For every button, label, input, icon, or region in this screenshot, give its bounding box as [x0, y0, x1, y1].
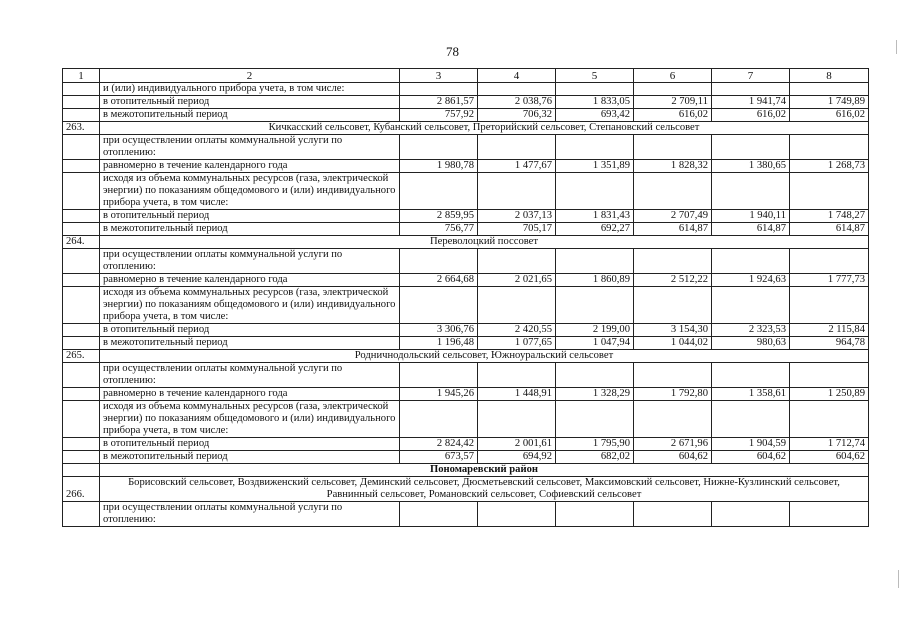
- empty-cell: [712, 135, 790, 160]
- value-cell: 1 358,61: [712, 388, 790, 401]
- value-cell: 980,63: [712, 337, 790, 350]
- empty-cell: [556, 363, 634, 388]
- column-header: 1: [63, 69, 100, 83]
- empty-cell: [790, 83, 869, 96]
- row-label: равномерно в течение календарного года: [100, 388, 400, 401]
- row-label: в отопительный период: [100, 210, 400, 223]
- value-cell: 3 154,30: [634, 324, 712, 337]
- value-cell: 706,32: [478, 109, 556, 122]
- value-cell: 1 941,74: [712, 96, 790, 109]
- row-number-cell: [63, 324, 100, 337]
- value-cell: 1 477,67: [478, 160, 556, 173]
- column-header: 8: [790, 69, 869, 83]
- value-cell: 1 777,73: [790, 274, 869, 287]
- description-row: [63, 173, 869, 210]
- row-description: исходя из объема коммунальных ресурсов (газа, электрической энергии) по показаниям общедомового и (или) индивидуального прибора учета, в том числе:: [100, 287, 400, 324]
- row-number-cell: [63, 160, 100, 173]
- empty-cell: [634, 401, 712, 438]
- scan-edge-mark: [896, 40, 897, 54]
- data-row: [63, 160, 869, 173]
- value-cell: 1 712,74: [790, 438, 869, 451]
- description-row: [63, 249, 869, 274]
- scan-edge-mark: [898, 570, 899, 588]
- value-cell: 1 250,89: [790, 388, 869, 401]
- value-cell: 604,62: [634, 451, 712, 464]
- empty-cell: [556, 135, 634, 160]
- empty-cell: [478, 502, 556, 527]
- value-cell: 604,62: [790, 451, 869, 464]
- value-cell: 1 833,05: [556, 96, 634, 109]
- section-number: 265.: [63, 350, 100, 363]
- district-row: [63, 464, 869, 477]
- empty-cell: [634, 83, 712, 96]
- section-row: [63, 350, 869, 363]
- column-header: 7: [712, 69, 790, 83]
- value-cell: 1 828,32: [634, 160, 712, 173]
- section-title: Кичкасский сельсовет, Кубанский сельсовет, Преторийский сельсовет, Степановский сельсовет: [100, 122, 869, 135]
- row-label: в межотопительный период: [100, 337, 400, 350]
- empty-cell: [712, 502, 790, 527]
- row-description: и (или) индивидуального прибора учета, в том числе:: [100, 83, 400, 96]
- description-row: [63, 363, 869, 388]
- value-cell: 2 664,68: [400, 274, 478, 287]
- empty-cell: [712, 287, 790, 324]
- data-row: [63, 451, 869, 464]
- column-header: 6: [634, 69, 712, 83]
- value-cell: 3 306,76: [400, 324, 478, 337]
- empty-cell: [712, 83, 790, 96]
- district-title: Пономаревский район: [100, 464, 869, 477]
- empty-cell: [790, 249, 869, 274]
- empty-cell: [556, 401, 634, 438]
- row-label: в межотопительный период: [100, 223, 400, 236]
- value-cell: 2 420,55: [478, 324, 556, 337]
- value-cell: 2 707,49: [634, 210, 712, 223]
- empty-cell: [712, 401, 790, 438]
- value-cell: 2 824,42: [400, 438, 478, 451]
- empty-cell: [790, 135, 869, 160]
- empty-cell: [478, 401, 556, 438]
- section-number: 263.: [63, 122, 100, 135]
- value-cell: 693,42: [556, 109, 634, 122]
- value-cell: 682,02: [556, 451, 634, 464]
- row-description: исходя из объема коммунальных ресурсов (газа, электрической энергии) по показаниям общедомового и (или) индивидуального прибора учета, в том числе:: [100, 401, 400, 438]
- row-description: при осуществлении оплаты коммунальной услуги по отоплению:: [100, 135, 400, 160]
- value-cell: 1 860,89: [556, 274, 634, 287]
- column-header: 2: [100, 69, 400, 83]
- data-row: [63, 337, 869, 350]
- column-header: 5: [556, 69, 634, 83]
- row-description: исходя из объема коммунальных ресурсов (газа, электрической энергии) по показаниям общедомового и (или) индивидуального прибора учета, в том числе:: [100, 173, 400, 210]
- empty-cell: [712, 173, 790, 210]
- value-cell: 1 795,90: [556, 438, 634, 451]
- value-cell: 1 448,91: [478, 388, 556, 401]
- section-number: 266.: [63, 477, 100, 502]
- row-label: в отопительный период: [100, 438, 400, 451]
- value-cell: 1 940,11: [712, 210, 790, 223]
- value-cell: 2 861,57: [400, 96, 478, 109]
- section-number: 264.: [63, 236, 100, 249]
- row-number-cell: [63, 363, 100, 388]
- data-row: [63, 210, 869, 223]
- empty-cell: [712, 363, 790, 388]
- value-cell: 2 199,00: [556, 324, 634, 337]
- data-row: [63, 274, 869, 287]
- row-label: в межотопительный период: [100, 451, 400, 464]
- row-number-cell: [63, 438, 100, 451]
- row-number-cell: [63, 210, 100, 223]
- value-cell: 1 748,27: [790, 210, 869, 223]
- value-cell: 1 980,78: [400, 160, 478, 173]
- empty-cell: [790, 401, 869, 438]
- description-row: [63, 135, 869, 160]
- value-cell: 1 047,94: [556, 337, 634, 350]
- empty-cell: [556, 173, 634, 210]
- value-cell: 1 268,73: [790, 160, 869, 173]
- empty-cell: [400, 502, 478, 527]
- value-cell: 2 512,22: [634, 274, 712, 287]
- value-cell: 2 021,65: [478, 274, 556, 287]
- empty-cell: [556, 287, 634, 324]
- section-row: [63, 477, 869, 502]
- row-number-cell: [63, 464, 100, 477]
- data-row: [63, 324, 869, 337]
- row-description: при осуществлении оплаты коммунальной услуги по отоплению:: [100, 249, 400, 274]
- value-cell: 614,87: [712, 223, 790, 236]
- row-label: в отопительный период: [100, 324, 400, 337]
- empty-cell: [556, 83, 634, 96]
- empty-cell: [400, 249, 478, 274]
- empty-cell: [556, 502, 634, 527]
- empty-cell: [478, 363, 556, 388]
- value-cell: 2 001,61: [478, 438, 556, 451]
- empty-cell: [634, 173, 712, 210]
- value-cell: 1 351,89: [556, 160, 634, 173]
- empty-cell: [634, 249, 712, 274]
- row-number-cell: [63, 173, 100, 210]
- empty-cell: [478, 287, 556, 324]
- row-label: равномерно в течение календарного года: [100, 160, 400, 173]
- description-row: [63, 83, 869, 96]
- value-cell: 614,87: [790, 223, 869, 236]
- header-row: [63, 69, 869, 83]
- value-cell: 2 709,11: [634, 96, 712, 109]
- empty-cell: [400, 83, 478, 96]
- empty-cell: [634, 287, 712, 324]
- row-number-cell: [63, 274, 100, 287]
- data-row: [63, 388, 869, 401]
- row-number-cell: [63, 249, 100, 274]
- data-row: [63, 438, 869, 451]
- description-row: [63, 502, 869, 527]
- empty-cell: [790, 287, 869, 324]
- empty-cell: [400, 135, 478, 160]
- value-cell: 1 077,65: [478, 337, 556, 350]
- row-description: при осуществлении оплаты коммунальной услуги по отоплению:: [100, 502, 400, 527]
- value-cell: 1 196,48: [400, 337, 478, 350]
- page-number: 78: [446, 44, 459, 59]
- value-cell: 705,17: [478, 223, 556, 236]
- row-number-cell: [63, 502, 100, 527]
- empty-cell: [478, 173, 556, 210]
- section-title: Родничнодольский сельсовет, Южноуральский сельсовет: [100, 350, 869, 363]
- empty-cell: [556, 249, 634, 274]
- value-cell: 757,92: [400, 109, 478, 122]
- row-number-cell: [63, 401, 100, 438]
- value-cell: 1 380,65: [712, 160, 790, 173]
- empty-cell: [478, 83, 556, 96]
- empty-cell: [634, 363, 712, 388]
- value-cell: 2 671,96: [634, 438, 712, 451]
- section-title: Переволоцкий поссовет: [100, 236, 869, 249]
- empty-cell: [712, 249, 790, 274]
- value-cell: 1 328,29: [556, 388, 634, 401]
- value-cell: 2 323,53: [712, 324, 790, 337]
- empty-cell: [478, 135, 556, 160]
- row-number-cell: [63, 135, 100, 160]
- value-cell: 1 749,89: [790, 96, 869, 109]
- row-label: равномерно в течение календарного года: [100, 274, 400, 287]
- empty-cell: [478, 249, 556, 274]
- value-cell: 673,57: [400, 451, 478, 464]
- value-cell: 694,92: [478, 451, 556, 464]
- row-label: в межотопительный период: [100, 109, 400, 122]
- value-cell: 2 115,84: [790, 324, 869, 337]
- row-number-cell: [63, 451, 100, 464]
- value-cell: 1 945,26: [400, 388, 478, 401]
- section-row: [63, 122, 869, 135]
- row-number-cell: [63, 96, 100, 109]
- column-header: 3: [400, 69, 478, 83]
- row-number-cell: [63, 109, 100, 122]
- row-number-cell: [63, 337, 100, 350]
- section-title: Борисовский сельсовет, Воздвиженский сельсовет, Деминский сельсовет, Дюсметьевский сельсовет, Максимовский сельсовет, Нижне-Кузлинский сельсовет, Равнинный сельсовет, Романовский сельсовет, Софиевский сельсовет: [100, 477, 869, 502]
- row-number-cell: [63, 223, 100, 236]
- value-cell: 604,62: [712, 451, 790, 464]
- value-cell: 692,27: [556, 223, 634, 236]
- column-header: 4: [478, 69, 556, 83]
- value-cell: 616,02: [712, 109, 790, 122]
- value-cell: 756,77: [400, 223, 478, 236]
- section-row: [63, 236, 869, 249]
- empty-cell: [400, 401, 478, 438]
- empty-cell: [400, 287, 478, 324]
- empty-cell: [400, 173, 478, 210]
- row-number-cell: [63, 83, 100, 96]
- value-cell: 964,78: [790, 337, 869, 350]
- empty-cell: [634, 135, 712, 160]
- empty-cell: [790, 173, 869, 210]
- value-cell: 2 859,95: [400, 210, 478, 223]
- value-cell: 1 831,43: [556, 210, 634, 223]
- empty-cell: [790, 502, 869, 527]
- empty-cell: [400, 363, 478, 388]
- value-cell: 2 038,76: [478, 96, 556, 109]
- value-cell: 1 924,63: [712, 274, 790, 287]
- value-cell: 2 037,13: [478, 210, 556, 223]
- data-row: [63, 223, 869, 236]
- value-cell: 616,02: [634, 109, 712, 122]
- tariff-table: [62, 68, 869, 527]
- row-number-cell: [63, 388, 100, 401]
- row-number-cell: [63, 287, 100, 324]
- value-cell: 1 904,59: [712, 438, 790, 451]
- empty-cell: [790, 363, 869, 388]
- empty-cell: [634, 502, 712, 527]
- row-description: при осуществлении оплаты коммунальной услуги по отоплению:: [100, 363, 400, 388]
- value-cell: 614,87: [634, 223, 712, 236]
- data-row: [63, 96, 869, 109]
- value-cell: 1 044,02: [634, 337, 712, 350]
- description-row: [63, 401, 869, 438]
- value-cell: 1 792,80: [634, 388, 712, 401]
- row-label: в отопительный период: [100, 96, 400, 109]
- data-row: [63, 109, 869, 122]
- description-row: [63, 287, 869, 324]
- value-cell: 616,02: [790, 109, 869, 122]
